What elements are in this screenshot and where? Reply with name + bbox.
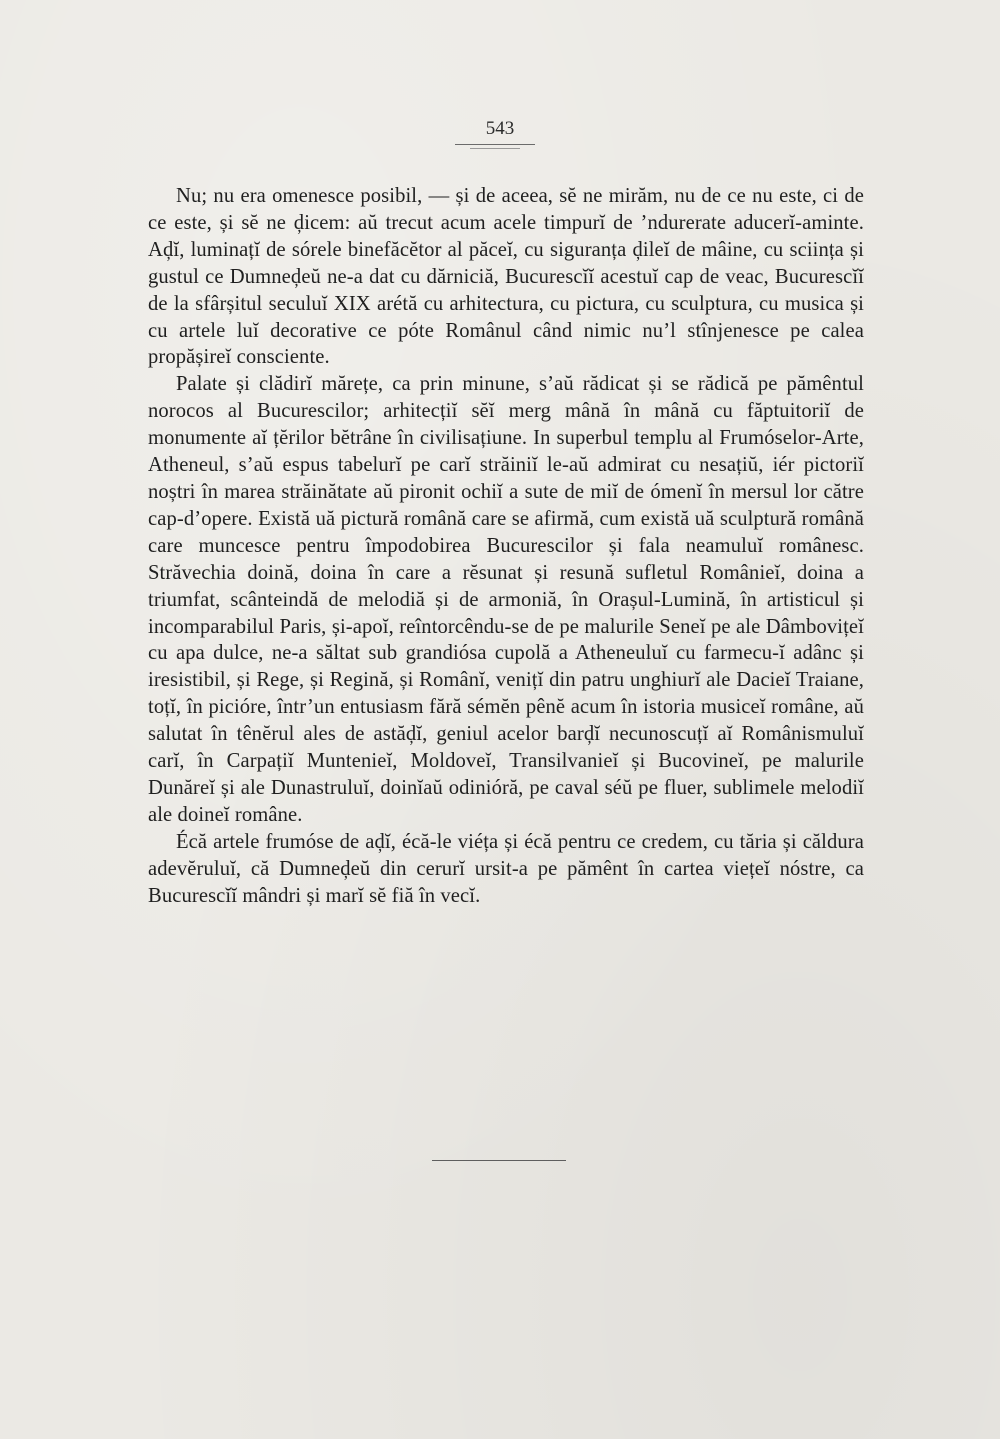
paragraph: Écă artele frumóse de aḑĭ, écă-le viéța și écă pentru ce credem, cu tăria și căldura adevĕruluĭ, că Dumneḑeŭ din cerurĭ ursit-a pe pămênt în cartea viețeĭ nóstre, ca Bucurescĭĭ mândri și marĭ sĕ fiă în vecĭ. (148, 830, 864, 907)
body-text (148, 183, 864, 909)
page-number-rule (455, 144, 535, 145)
end-rule (432, 1160, 566, 1161)
page-number: 543 (485, 118, 515, 139)
paragraph: Palate și clădirĭ mărețe, ca prin minune, s’aŭ rădicat și se rădică pe pămêntul norocos al Bucurescilor; arhitecțiĭ sĕĭ merg mână în mână cu făptuitoriĭ de monumente aĭ țĕrilor bĕtrâne în civilisațiune. In superbul templu al Frumóselor-Arte, Atheneul, s’aŭ espus tabelurĭ pe carĭ străiniĭ le-aŭ admirat cu nesațiŭ, iér pictoriĭ noștri în marea străinătate aŭ pironit ochiĭ a sute de miĭ de ómenĭ în mersul lor către cap-d’opere. Există uă pictură română care se afirmă, cum există uă sculptură română care muncesce pentru împodobirea Bucurescilor și fala neamuluĭ românesc. Străvechia doină, doina în care a rĕsunat și resună sufletul Românieĭ, doina a triumfat, scânteindă de melodiă și de armoniă, în Orașul-Lumină, în artisticul și incomparabilul Paris, și-apoĭ, reîntorcêndu-se de pe malurile Seneĭ pe ale Dâmbovițeĭ cu apa dulce, ne-a săltat sub grandiósa cupolă a Atheneuluĭ cu farmecu-ĭ adânc și iresistibil, și Rege, și Regină, și Românĭ, venițĭ din patru unghiurĭ ale Dacieĭ Traiane, toțĭ, în picióre, într’un entusiasm fără sémĕn pênĕ acum în istoria musiceĭ române, aŭ salutat în tênĕrul ales de astăḑĭ, geniul acelor barḑĭ necunoscuțĭ aĭ Românismuluĭ carĭ, în Carpațiĭ Munteniеĭ, Moldoveĭ, Transilvanieĭ și Bucovineĭ, pe malurile Dunăreĭ și ale Dunastruluĭ, doinĭaŭ odinióră, pe caval séŭ pe fluer, sublimele melodiĭ ale doineĭ române. (148, 373, 864, 826)
paragraph: Nu; nu era omenesce posibil, — și de aceea, sĕ ne mirăm, nu de ce nu este, ci de ce este, și sĕ ne ḑicem: aŭ trecut acum acele timpurĭ de ’ndurerate aducerĭ-aminte. Aḑĭ, luminațĭ de sórele binefăcĕtor al păceĭ, cu siguranța ḑileĭ de mâine, cu sciința și gustul ce Dumneḑeŭ ne-a dat cu dărniciă, Bucurescĭĭ acestuĭ cap de veac, Bucurescĭĭ de la sfârșitul seculuĭ XIX arétă cu arhitectura, cu pictura, cu sculptura, cu musica și cu artele luĭ decorative ce póte Românul când nimic nu’l stînjenesce pe calea propășireĭ consciente. (148, 185, 864, 369)
page-number-rule-secondary (470, 148, 520, 149)
